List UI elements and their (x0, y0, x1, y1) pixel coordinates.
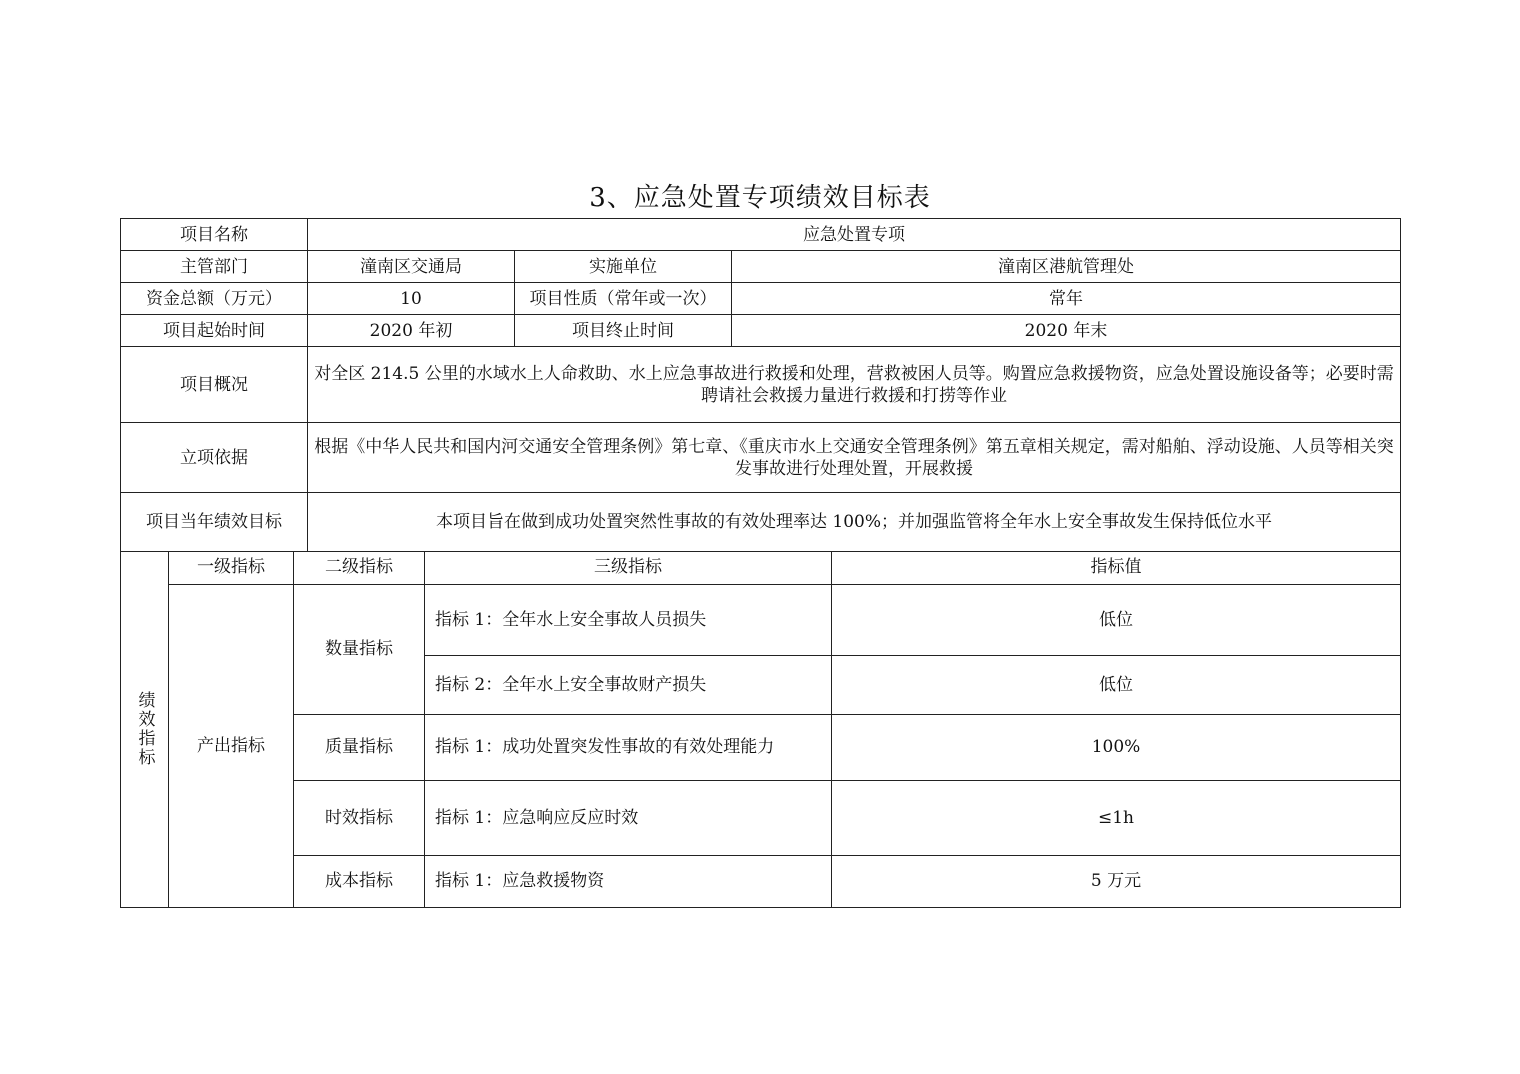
indicator-value: 5 万元 (832, 855, 1401, 907)
table-row (121, 315, 1401, 347)
dept-value: 潼南区交通局 (308, 251, 515, 283)
header-level2: 二级指标 (294, 551, 425, 584)
level3-item: 指标 2：全年水上安全事故财产损失 (425, 655, 832, 714)
project-info-table (120, 218, 1401, 552)
table-row (121, 855, 1401, 907)
indicator-value: 低位 (832, 655, 1401, 714)
table-row (121, 283, 1401, 315)
table-row (121, 251, 1401, 283)
nature-label: 项目性质（常年或一次） (515, 283, 732, 315)
start-value: 2020 年初 (308, 315, 515, 347)
level3-item: 指标 1：应急响应反应时效 (425, 780, 832, 855)
impl-label: 实施单位 (515, 251, 732, 283)
basis-value: 根据《中华人民共和国内河交通安全管理条例》第七章、《重庆市水上交通安全管理条例》第五章相关规定，需对船舶、浮动设施、人员等相关突发事故进行处理处置，开展救援 (308, 423, 1401, 493)
level2-cost: 成本指标 (294, 855, 425, 907)
overview-value: 对全区 214.5 公里的水域水上人命救助、水上应急事故进行救援和处理，营救被困人员等。购置应急救援物资，应急处置设施设备等；必要时需聘请社会救援力量进行救援和打捞等作业 (308, 347, 1401, 423)
project-name-label: 项目名称 (121, 219, 308, 251)
dept-label: 主管部门 (121, 251, 308, 283)
table-row (121, 493, 1401, 552)
table-row (121, 423, 1401, 493)
impl-value: 潼南区港航管理处 (732, 251, 1401, 283)
header-value: 指标值 (832, 551, 1401, 584)
start-label: 项目起始时间 (121, 315, 308, 347)
table-row (121, 551, 1401, 584)
level2-timeliness: 时效指标 (294, 780, 425, 855)
level3-item: 指标 1：应急救援物资 (425, 855, 832, 907)
end-label: 项目终止时间 (515, 315, 732, 347)
basis-label: 立项依据 (121, 423, 308, 493)
table-row (121, 219, 1401, 251)
indicators-side-label: 绩效指标 (121, 551, 169, 907)
level1-output: 产出指标 (169, 584, 294, 907)
page-title: 3、应急处置专项绩效目标表 (589, 183, 931, 213)
level2-quality: 质量指标 (294, 714, 425, 780)
table-row (121, 714, 1401, 780)
header-level1: 一级指标 (169, 551, 294, 584)
overview-label: 项目概况 (121, 347, 308, 423)
fund-label: 资金总额（万元） (121, 283, 308, 315)
nature-value: 常年 (732, 283, 1401, 315)
header-level3: 三级指标 (425, 551, 832, 584)
table-row (121, 584, 1401, 655)
indicators-table (120, 551, 1401, 908)
goal-label: 项目当年绩效目标 (121, 493, 308, 552)
indicator-value: 低位 (832, 584, 1401, 655)
indicator-value: ≤1h (832, 780, 1401, 855)
goal-value: 本项目旨在做到成功处置突然性事故的有效处理率达 100%；并加强监管将全年水上安全事故发生保持低位水平 (308, 493, 1401, 552)
level2-quantity: 数量指标 (294, 584, 425, 714)
table-row (121, 347, 1401, 423)
table-row (121, 780, 1401, 855)
level3-item: 指标 1：成功处置突发性事故的有效处理能力 (425, 714, 832, 780)
fund-value: 10 (308, 283, 515, 315)
project-name-value: 应急处置专项 (308, 219, 1401, 251)
level3-item: 指标 1：全年水上安全事故人员损失 (425, 584, 832, 655)
end-value: 2020 年末 (732, 315, 1401, 347)
indicator-value: 100% (832, 714, 1401, 780)
